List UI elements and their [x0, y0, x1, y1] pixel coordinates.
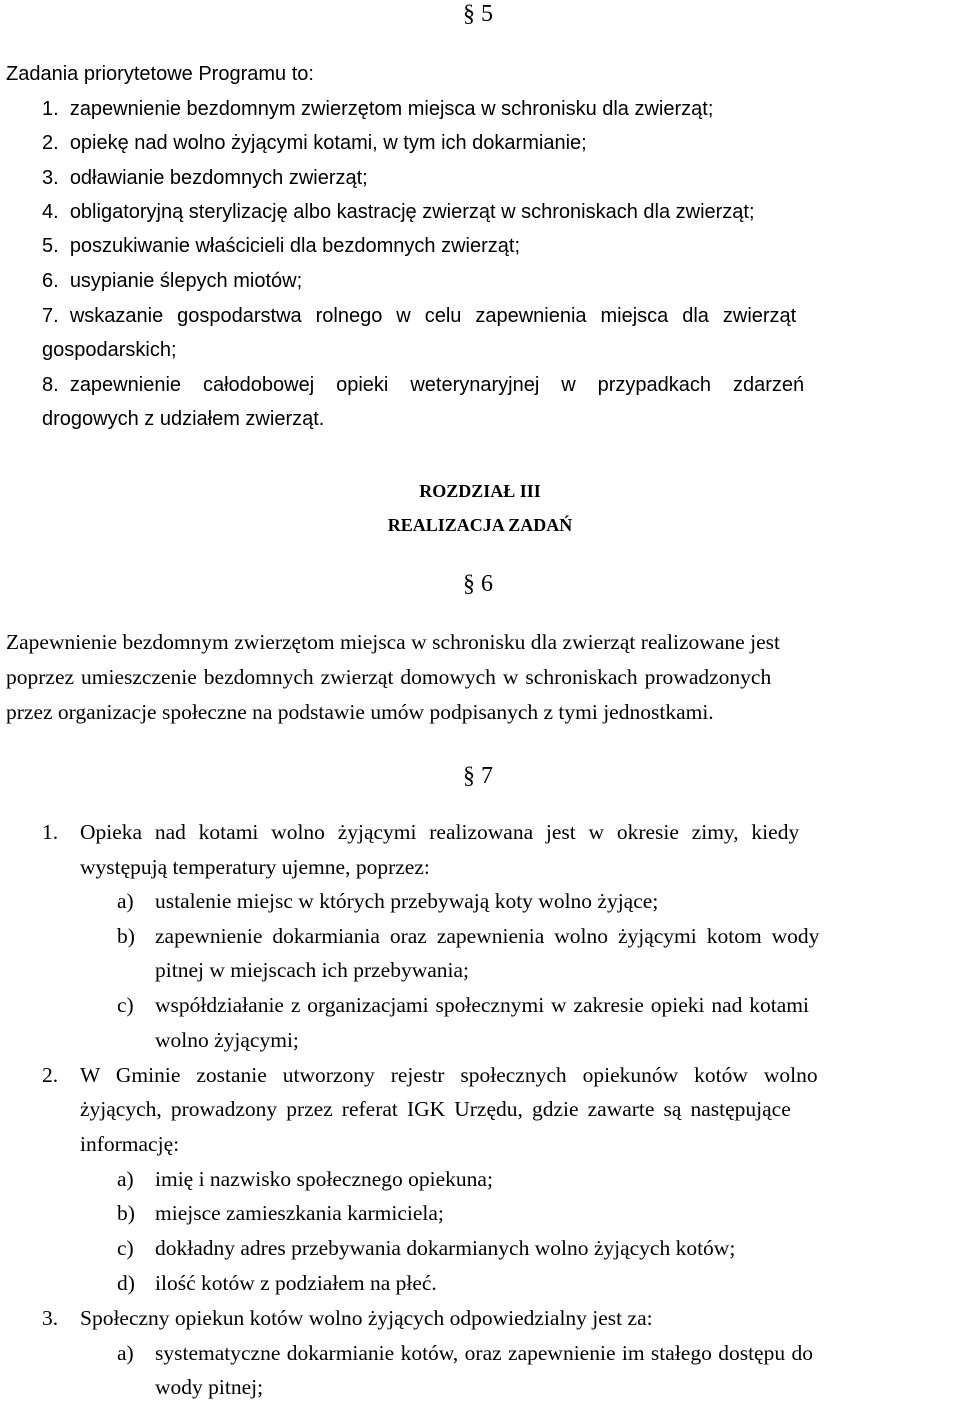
sub-item-letter: a)	[117, 1167, 134, 1191]
priority-number: 4.	[42, 201, 59, 223]
sub-item-text: miejsce zamieszkania karmiciela;	[155, 1201, 444, 1225]
sub-item-letter: a)	[117, 889, 134, 913]
priority-text: odławianie bezdomnych zwierząt;	[69, 167, 368, 189]
sub-item-text: ustalenie miejsc w których przebywają koty wolno żyjące;	[155, 889, 659, 913]
priority-item-8	[42, 375, 804, 395]
sub-item-text: imię i nazwisko społecznego opiekuna;	[155, 1167, 493, 1191]
section-7-item-3-line-1: Społeczny opiekun kotów wolno żyjących odpowiedzialny jest za:	[80, 1306, 653, 1330]
section-6-line-2: poprzez umieszczenie bezdomnych zwierząt domowych w schroniskach prowadzonych	[6, 665, 772, 689]
sub-item-letter: b)	[117, 924, 135, 948]
priority-number: 8.	[42, 374, 59, 396]
chapter-title: REALIZACJA ZADAŃ	[387, 515, 573, 535]
section-6-line-3: przez organizacje społeczne na podstawie umów podpisanych z tymi jednostkami.	[6, 700, 714, 724]
section-7-item-1-line-1: Opieka nad kotami wolno żyjącymi realizowana jest w okresie zimy, kiedy	[80, 820, 800, 844]
section-6-line-1: Zapewnienie bezdomnym zwierzętom miejsca w schronisku dla zwierząt realizowane jest	[6, 630, 780, 654]
section-7-item-2-line-1: W Gminie zostanie utworzony rejestr społecznych opiekunów kotów wolno	[80, 1063, 818, 1087]
sub-item-text-continuation: pitnej w miejscach ich przebywania;	[155, 958, 470, 982]
priorities-intro: Zadania priorytetowe Programu to:	[6, 63, 314, 85]
priority-item-1	[42, 99, 713, 119]
section-5-mark: § 5	[463, 1, 493, 27]
section-7-item-1-line-2: występują temperatury ujemne, poprzez:	[80, 855, 430, 879]
priority-text: zapewnienie całodobowej opieki weterynaryjnej w przypadkach zdarzeń	[69, 374, 805, 396]
priority-item-3	[42, 168, 368, 188]
sub-item-letter: a)	[117, 1341, 134, 1365]
priority-number: 2.	[42, 132, 59, 154]
sub-item-letter: c)	[117, 1236, 134, 1260]
sub-item-text: dokładny adres przebywania dokarmianych wolno żyjących kotów;	[155, 1236, 736, 1260]
priority-item-4	[42, 202, 755, 222]
sub-item-letter: c)	[117, 993, 134, 1017]
priority-text: usypianie ślepych miotów;	[69, 270, 303, 292]
section-7-item-2-number: 2.	[42, 1063, 59, 1087]
priority-text: zapewnienie bezdomnym zwierzętom miejsca w schronisku dla zwierząt;	[69, 98, 714, 120]
sub-item-text: ilość kotów z podziałem na płeć.	[155, 1271, 437, 1295]
priority-text: wskazanie gospodarstwa rolnego w celu zapewnienia miejsca dla zwierząt	[69, 305, 797, 327]
priority-item-8-continuation: drogowych z udziałem zwierząt.	[42, 408, 325, 430]
priority-item-2	[42, 133, 587, 153]
section-7-item-2-line-2: żyjących, prowadzony przez referat IGK Urzędu, gdzie zawarte są następujące	[80, 1097, 791, 1121]
priority-number: 5.	[42, 235, 59, 257]
priority-number: 7.	[42, 305, 59, 327]
sub-item-letter: d)	[117, 1271, 135, 1295]
priority-item-5	[42, 236, 520, 256]
chapter-label: ROZDZIAŁ III	[419, 481, 541, 501]
sub-item-text-continuation: wolno żyjącymi;	[155, 1028, 299, 1052]
priority-text: obligatoryjną sterylizację albo kastrację zwierząt w schroniskach dla zwierząt;	[69, 201, 755, 223]
sub-item-text-continuation: wody pitnej;	[155, 1375, 264, 1399]
priority-number: 3.	[42, 167, 59, 189]
priority-text: poszukiwanie właścicieli dla bezdomnych zwierząt;	[69, 235, 521, 257]
priority-item-7	[42, 306, 954, 326]
sub-item-letter: b)	[117, 1201, 135, 1225]
section-6-mark: § 6	[463, 571, 493, 597]
priority-number: 6.	[42, 270, 59, 292]
sub-item-text: systematyczne dokarmianie kotów, oraz zapewnienie im stałego dostępu do	[155, 1341, 813, 1365]
sub-item-text: zapewnienie dokarmiania oraz zapewnienia wolno żyjącymi kotom wody	[155, 924, 820, 948]
sub-item-text: współdziałanie z organizacjami społecznymi w zakresie opieki nad kotami	[155, 993, 809, 1017]
section-7-item-3-number: 3.	[42, 1306, 59, 1330]
priority-item-7-continuation: gospodarskich;	[42, 339, 177, 361]
priority-text: opiekę nad wolno żyjącymi kotami, w tym ich dokarmianie;	[69, 132, 587, 154]
priority-item-6	[42, 271, 302, 291]
priority-number: 1.	[42, 98, 59, 120]
section-7-item-2-line-3: informację:	[80, 1132, 180, 1156]
section-7-item-1-number: 1.	[42, 820, 59, 844]
section-7-mark: § 7	[463, 763, 493, 789]
